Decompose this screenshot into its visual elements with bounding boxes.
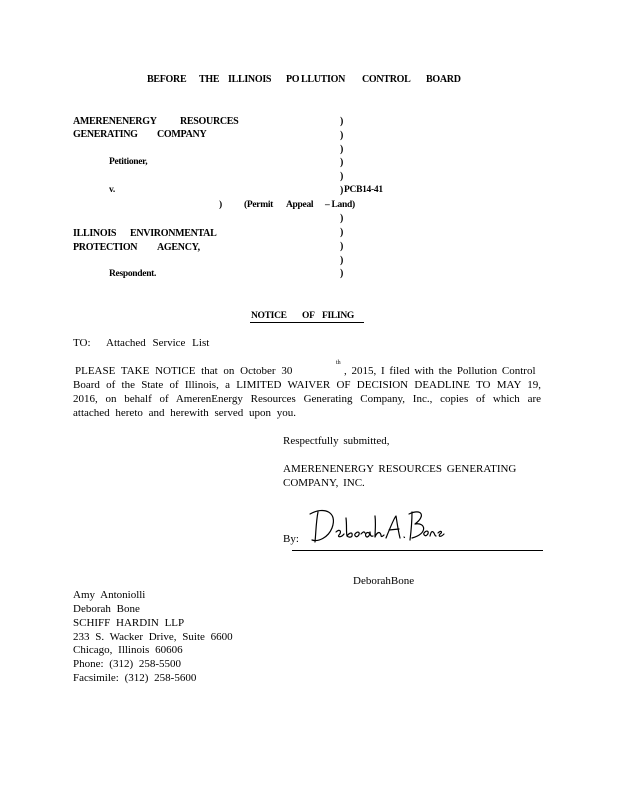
body-line: 2016, on behalf of AmerenEnergy Resources Generating Company, Inc., copies of which are: [73, 393, 541, 405]
title-underline: [250, 322, 364, 323]
paren: ): [340, 255, 344, 266]
header-word: PO: [286, 74, 300, 85]
signer-name: DeborahBone: [353, 575, 415, 587]
handwritten-signature: [306, 502, 446, 550]
company-name: COMPANY, INC.: [283, 477, 365, 489]
body-line-start: PLEASE TAKE NOTICE that on October 30: [75, 365, 293, 377]
header-word: LLUTION: [301, 74, 346, 85]
versus: v.: [109, 185, 116, 195]
paren: ): [340, 171, 344, 182]
body-line-end: , 2015, I filed with the Pollution Control: [344, 365, 536, 377]
permit-appeal: Appeal: [286, 200, 314, 210]
notice-title-word: OF: [302, 311, 315, 321]
body-line: Board of the State of Illinois, a LIMITED WAIVER OF DECISION DEADLINE TO MAY 19,: [73, 379, 541, 391]
company-name: AMERENENERGY RESOURCES GENERATING: [283, 463, 517, 475]
permit-appeal: – Land): [325, 200, 355, 210]
header-word: THE: [199, 74, 220, 85]
contact-line: SCHIFF HARDIN LLP: [73, 617, 185, 629]
body-line: attached hereto and herewith served upon you.: [73, 407, 296, 419]
permit-appeal: (Permit: [244, 200, 274, 210]
header-word: CONTROL: [362, 74, 411, 85]
header-word: BEFORE: [147, 74, 187, 85]
contact-line: 233 S. Wacker Drive, Suite 6600: [73, 631, 233, 643]
notice-title-word: FILING: [322, 311, 354, 321]
petitioner-name: GENERATING: [73, 129, 138, 140]
paren: ): [340, 116, 344, 127]
respondent-name: ENVIRONMENTAL: [130, 228, 217, 239]
paren: ): [340, 241, 344, 252]
respondent-name: PROTECTION: [73, 242, 138, 253]
by-label: By:: [283, 533, 299, 545]
paren: ): [340, 213, 344, 224]
petitioner-name: AMERENENERGY: [73, 116, 157, 127]
ordinal-suffix: th: [336, 360, 341, 366]
to-value: Attached Service List: [106, 337, 210, 349]
paren: ): [340, 227, 344, 238]
petitioner-label: Petitioner,: [109, 157, 148, 167]
respectfully-submitted: Respectfully submitted,: [283, 435, 390, 447]
respondent-name: AGENCY,: [157, 242, 200, 253]
header-word: BOARD: [426, 74, 461, 85]
body-line: [75, 365, 292, 377]
contact-line: Facsimile: (312) 258-5600: [73, 672, 197, 684]
to-label: TO:: [73, 337, 91, 349]
petitioner-name: RESOURCES: [180, 116, 239, 127]
paren: ): [340, 157, 344, 168]
paren: ): [340, 268, 344, 279]
paren: ): [340, 185, 344, 196]
petitioner-name: COMPANY: [157, 129, 207, 140]
paren: ): [340, 144, 344, 155]
signature-line: [292, 550, 543, 551]
contact-line: Chicago, Illinois 60606: [73, 644, 183, 656]
notice-title-word: NOTICE: [251, 311, 287, 321]
respondent-name: ILLINOIS: [73, 228, 117, 239]
paren: ): [219, 200, 222, 210]
respondent-label: Respondent.: [109, 269, 157, 279]
header-word: ILLINOIS: [228, 74, 272, 85]
contact-line: Amy Antoniolli: [73, 589, 146, 601]
paren: ): [340, 130, 344, 141]
case-number: PCB14-41: [344, 185, 383, 195]
contact-line: Deborah Bone: [73, 603, 140, 615]
contact-line: Phone: (312) 258-5500: [73, 658, 182, 670]
